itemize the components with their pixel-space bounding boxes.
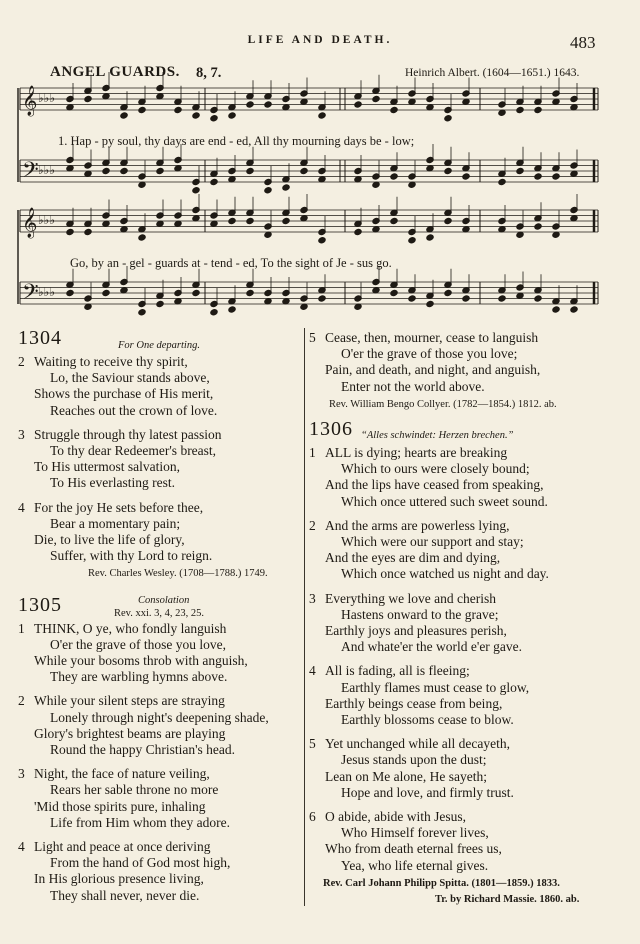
lyric-line-1: 1. Hap - py soul, thy days are end - ed, All thy mourning days be - low; <box>58 134 415 148</box>
verse <box>18 766 303 831</box>
verse <box>309 809 627 874</box>
verse-line: Jesus stands upon the dust; <box>341 752 487 768</box>
hymn-1304-verses <box>18 354 303 564</box>
verse <box>18 500 303 565</box>
verse <box>18 693 303 758</box>
verse-line: Which to ours were closely bound; <box>341 461 530 477</box>
note-head <box>534 173 542 180</box>
hymn-number: 1304 <box>18 327 62 349</box>
note-head <box>552 173 560 180</box>
verse <box>309 591 627 656</box>
note-head <box>192 289 200 296</box>
hymn-title: “Alles schwindet: Herzen brechen.” <box>361 430 514 442</box>
note-head <box>300 167 308 174</box>
verse-line: Glory's brightest beams are playing <box>34 725 226 741</box>
verse-number: 3 <box>18 766 25 782</box>
right-column <box>309 330 627 908</box>
verse <box>309 736 627 801</box>
note-head <box>570 306 578 313</box>
hymn-1305-verses <box>18 621 303 904</box>
verse-line: Struggle through thy latest passion <box>34 426 222 442</box>
hymn-1305-header <box>18 595 303 621</box>
note-head <box>192 112 200 119</box>
note-head <box>462 173 470 180</box>
verse-line: Earthly flames must cease to glow, <box>341 679 530 695</box>
verse-line: For the joy He sets before thee, <box>34 499 204 515</box>
verse-number: 3 <box>18 426 25 442</box>
key-signature: ♭♭♭ <box>38 285 55 299</box>
verse <box>309 663 627 728</box>
note-head <box>246 217 254 224</box>
clef: 𝄞 <box>22 208 38 237</box>
verse-line: Suffer, with thy Lord to reign. <box>50 548 213 564</box>
verse-line: Cease, then, mourner, cease to languish <box>325 330 539 345</box>
verse-number: 2 <box>18 354 25 369</box>
verse-line: Light and peace at once deriving <box>34 839 211 855</box>
verse-line: Round the happy Christian's head. <box>50 742 236 758</box>
verse-number: 4 <box>18 499 25 515</box>
note-head <box>282 184 290 191</box>
verse-line: Night, the face of nature veiling, <box>34 766 210 782</box>
note-head <box>552 306 560 313</box>
note-head <box>444 289 452 296</box>
hymn-title: Consolation <box>138 594 190 606</box>
verse-line: Pain, and death, and night, and anguish, <box>325 362 541 378</box>
note-head <box>228 306 236 313</box>
tune-composer: Heinrich Albert. (1604—1651.) 1643. <box>405 67 580 79</box>
verse-line: To His everlasting rest. <box>50 475 176 491</box>
note-head <box>264 101 272 108</box>
verse-number: 4 <box>18 839 25 855</box>
verse-line: While your silent steps are straying <box>34 693 225 709</box>
note-head <box>444 115 452 122</box>
hymn-1304-header <box>18 327 303 354</box>
left-column <box>18 327 303 912</box>
hymn-attribution: Rev. Carl Johann Philipp Spitta. (1801—1859.) 1833. <box>323 877 560 889</box>
note-head <box>210 115 218 122</box>
note-head <box>408 295 416 302</box>
verse-line: To thy dear Redeemer's breast, <box>50 443 217 459</box>
hymn-title: For One departing. <box>118 340 200 351</box>
note-head <box>138 234 146 241</box>
key-signature: ♭♭♭ <box>38 91 55 105</box>
verse-line: While your bosoms throb with anguish, <box>34 653 248 669</box>
verse-line: Yet unchanged while all decayeth, <box>325 736 510 752</box>
note-head <box>66 289 74 296</box>
verse <box>309 518 627 583</box>
verse-line: Yea, who life eternal gives. <box>341 857 489 873</box>
note-head <box>138 309 146 316</box>
note-head <box>318 237 326 244</box>
tune-name: ANGEL GUARDS. <box>50 64 180 80</box>
verse-line: Earthly joys and pleasures perish, <box>325 623 507 639</box>
verse-line: And whate'er the world e'er gave. <box>341 639 523 655</box>
note-head <box>498 295 506 302</box>
verse-line: Bear a momentary pain; <box>50 515 181 531</box>
verse-number: 6 <box>309 809 316 825</box>
verse-line: Life from Him whom they adore. <box>50 814 230 830</box>
verse-line: Shows the purchase of His merit, <box>34 386 214 402</box>
verse-number: 2 <box>309 517 316 533</box>
note-head <box>246 167 254 174</box>
music-score <box>0 0 640 330</box>
verse-number: 2 <box>18 693 25 709</box>
hymn-translator: Tr. by Richard Massie. 1860. ab. <box>435 894 580 906</box>
clef: 𝄢 <box>22 280 39 309</box>
verse-line: And the arms are powerless lying, <box>325 517 510 533</box>
verse-line: And the eyes are dim and dying, <box>325 550 501 566</box>
verse-line: Lonely through night's deepening shade, <box>50 709 269 725</box>
verse-number: 1 <box>18 620 25 636</box>
verse-line: Which were our support and stay; <box>341 534 524 550</box>
verse-line: Rears her sable throne no more <box>50 782 219 798</box>
verse-line: Die, to live the life of glory, <box>34 532 185 548</box>
note-head <box>444 167 452 174</box>
note-head <box>318 112 326 119</box>
verse-line: Hastens onward to the grave; <box>341 606 499 622</box>
verse-line: Which once watched us night and day. <box>341 566 549 582</box>
verse-line: Lean on Me alone, He sayeth; <box>325 768 487 784</box>
note-head <box>390 173 398 180</box>
verse <box>309 330 627 395</box>
note-head <box>318 295 326 302</box>
verse-number: 5 <box>309 330 316 345</box>
note-head <box>408 237 416 244</box>
note-head <box>66 228 74 235</box>
verse-line: Which once uttered such sweet sound. <box>341 493 548 509</box>
note-head <box>84 95 92 102</box>
note-head <box>210 178 218 185</box>
note-head <box>390 217 398 224</box>
verse <box>18 621 303 686</box>
verse-line: O'er the grave of those you love; <box>341 346 518 362</box>
verse-line: Lo, the Saviour stands above, <box>50 370 210 386</box>
note-head <box>120 167 128 174</box>
note-head <box>228 112 236 119</box>
note-head <box>516 106 524 113</box>
hymn-number: 1305 <box>18 593 62 616</box>
column-divider <box>304 328 305 906</box>
note-head <box>426 300 434 307</box>
verse-line: Reaches out the crown of love. <box>50 402 218 418</box>
note-head <box>228 217 236 224</box>
verse-line: Waiting to receive thy spirit, <box>34 354 188 369</box>
note-head <box>192 187 200 194</box>
hymn-attribution: Rev. Charles Wesley. (1708—1788.) 1749. <box>88 568 268 580</box>
note-head <box>390 106 398 113</box>
hymn-1306-verses <box>309 445 627 874</box>
key-signature: ♭♭♭ <box>38 213 55 227</box>
verse-line: Enter not the world above. <box>341 378 485 394</box>
note-head <box>102 167 110 174</box>
hymn-attribution: Rev. William Bengo Collyer. (1782—1854.) 1812. ab. <box>329 398 557 410</box>
verse-line: 'Mid those spirits pure, inhaling <box>34 798 206 814</box>
verse <box>18 427 303 492</box>
running-title: LIFE AND DEATH. <box>247 34 393 46</box>
verse-line: They are warbling hymns above. <box>50 669 228 685</box>
note-head <box>462 295 470 302</box>
note-head <box>84 228 92 235</box>
note-head <box>354 228 362 235</box>
key-signature: ♭♭♭ <box>38 163 55 177</box>
note-head <box>246 289 254 296</box>
verse-line: All is fading, all is fleeing; <box>325 663 470 679</box>
note-head <box>354 101 362 108</box>
verse <box>309 445 627 510</box>
verse-number: 3 <box>309 590 316 606</box>
note-head <box>534 295 542 302</box>
verse-line: They shall never, never die. <box>50 887 200 903</box>
verse-line: O'er the grave of those you love, <box>50 636 227 652</box>
note-head <box>390 289 398 296</box>
note-head <box>210 309 218 316</box>
lyric-line-2: Go, by an - gel - guards at - tend - ed, To the sight of Je - sus go. <box>70 256 392 270</box>
hymn-1306-header <box>309 418 627 445</box>
note-head <box>174 106 182 113</box>
verse-line: Everything we love and cherish <box>325 590 496 606</box>
page-number: 483 <box>570 33 596 52</box>
note-head <box>246 101 254 108</box>
verse-line: Who Himself forever lives, <box>341 825 489 841</box>
verse-line: THINK, O ye, who fondly languish <box>34 620 227 636</box>
verse-line: To His uttermost salvation, <box>34 459 181 475</box>
verse <box>18 839 303 904</box>
clef: 𝄞 <box>22 86 38 115</box>
clef: 𝄢 <box>22 158 39 187</box>
verse-number: 5 <box>309 736 316 752</box>
note-head <box>282 217 290 224</box>
note-head <box>264 187 272 194</box>
note-head <box>444 217 452 224</box>
verse-line: From the hand of God most high, <box>50 855 231 871</box>
verse-line: In His glorious presence living, <box>34 871 204 887</box>
hymn-reference: Rev. xxi. 3, 4, 23, 25. <box>114 607 205 619</box>
note-head <box>156 167 164 174</box>
note-head <box>426 234 434 241</box>
verse-line: Earthly beings cease from being, <box>325 695 503 711</box>
note-head <box>534 106 542 113</box>
verse-line: Earthly blossoms cease to blow. <box>341 712 514 728</box>
verse-line: Who from death eternal frees us, <box>325 841 502 857</box>
note-head <box>102 289 110 296</box>
note-head <box>156 300 164 307</box>
tune-meter: 8, 7. <box>196 65 222 81</box>
verse-line: O abide, abide with Jesus, <box>325 809 466 825</box>
verse-number: 1 <box>309 445 316 461</box>
note-head <box>534 223 542 230</box>
verse <box>18 354 303 419</box>
verse-line: And the lips have ceased from speaking, <box>325 477 544 493</box>
hymn-number: 1306 <box>309 418 353 441</box>
verse-number: 4 <box>309 663 316 679</box>
note-head <box>516 167 524 174</box>
note-head <box>498 178 506 185</box>
note-head <box>372 95 380 102</box>
note-head <box>138 106 146 113</box>
verse-line: ALL is dying; hearts are breaking <box>325 445 508 461</box>
note-head <box>120 112 128 119</box>
verse-line: Hope and love, and firmly trust. <box>341 784 514 800</box>
